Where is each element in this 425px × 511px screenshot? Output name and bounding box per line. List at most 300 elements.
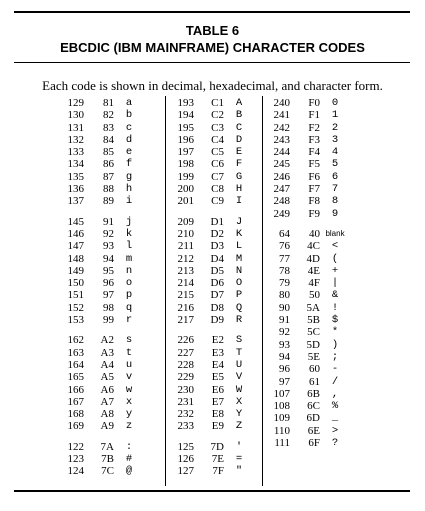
hex-code: 97	[103, 289, 114, 302]
decimal-code: 168	[67, 408, 84, 421]
hex-code: 5D	[306, 338, 320, 351]
decimal-code: 131	[67, 121, 84, 134]
hex-code: 93	[103, 240, 114, 253]
code-column-2	[164, 97, 254, 478]
hex-code: F0	[308, 97, 320, 109]
hex-code: A6	[100, 383, 114, 396]
decimal-code: 135	[67, 170, 84, 183]
decimal-code: 229	[177, 371, 194, 384]
decimal-code: 246	[273, 170, 290, 183]
decimal-code: 211	[177, 240, 194, 253]
decimal-code: 165	[67, 371, 84, 384]
hex-code: F3	[308, 133, 320, 146]
decimal-code: 64	[279, 227, 290, 240]
character-glyph: w	[125, 383, 133, 396]
decimal-code: 90	[279, 301, 290, 314]
decimal-code: 127	[177, 465, 194, 478]
character-glyph: A	[235, 97, 243, 109]
character-glyph: '	[235, 440, 243, 453]
code-row	[164, 314, 254, 326]
decimal-code: 146	[67, 227, 84, 240]
hex-code: 7E	[211, 453, 224, 466]
hex-code: 86	[103, 158, 114, 171]
decimal-code: 93	[279, 338, 290, 351]
character-glyph: D	[235, 133, 243, 146]
character-glyph: )	[331, 338, 339, 351]
hex-code: E2	[211, 334, 224, 347]
code-row	[260, 314, 350, 326]
decimal-code: 217	[177, 314, 194, 327]
character-glyph: @	[125, 465, 133, 478]
decimal-code: 77	[279, 252, 290, 265]
hex-code: 6B	[307, 387, 320, 400]
hex-code: C8	[211, 183, 224, 196]
hex-code: C6	[211, 158, 224, 171]
hex-code: 7A	[100, 440, 114, 453]
code-row	[260, 122, 350, 134]
top-rule	[14, 11, 410, 13]
character-glyph: N	[235, 264, 243, 277]
character-glyph: P	[235, 289, 243, 302]
hex-code: 7C	[101, 465, 114, 478]
character-glyph: 4	[331, 146, 339, 159]
hex-code: 60	[309, 363, 320, 376]
decimal-code: 92	[279, 326, 290, 339]
character-glyph: %	[331, 400, 339, 413]
character-glyph: m	[125, 252, 133, 265]
code-row	[260, 265, 350, 277]
hex-code: E4	[211, 358, 224, 371]
hex-code: A8	[100, 408, 114, 421]
bottom-rule	[14, 490, 410, 492]
decimal-code: 247	[273, 183, 290, 196]
code-row	[54, 371, 144, 383]
hex-code: 6F	[308, 437, 320, 450]
decimal-code: 96	[279, 363, 290, 376]
decimal-code: 79	[279, 277, 290, 290]
decimal-code: 110	[273, 424, 290, 437]
character-glyph: Y	[235, 408, 243, 421]
code-row	[54, 158, 144, 170]
code-row	[54, 441, 144, 453]
code-row	[54, 195, 144, 207]
character-glyph: 1	[331, 109, 339, 122]
character-glyph: _	[331, 412, 339, 425]
code-row	[54, 465, 144, 477]
code-row	[54, 453, 144, 465]
decimal-code: 134	[67, 158, 84, 171]
hex-code: 87	[103, 170, 114, 183]
hex-code: E7	[211, 395, 224, 408]
character-glyph: J	[235, 215, 243, 228]
code-row	[54, 384, 144, 396]
character-glyph: f	[125, 158, 133, 171]
decimal-code: 109	[273, 412, 290, 425]
hex-code: C4	[211, 133, 224, 146]
character-glyph: "	[235, 465, 243, 478]
decimal-code: 167	[67, 395, 84, 408]
decimal-code: 200	[177, 183, 194, 196]
decimal-code: 249	[273, 207, 290, 220]
decimal-code: 169	[67, 420, 84, 433]
decimal-code: 125	[177, 440, 194, 453]
block-gap	[164, 208, 254, 216]
code-row	[260, 171, 350, 183]
character-glyph: n	[125, 264, 133, 277]
hex-code: 94	[103, 252, 114, 265]
character-glyph: k	[125, 227, 133, 240]
decimal-code: 162	[67, 334, 84, 347]
character-glyph: U	[235, 358, 243, 371]
decimal-code: 136	[67, 183, 84, 196]
character-glyph: 2	[331, 121, 339, 134]
hex-code: 4C	[307, 240, 320, 253]
character-glyph: #	[125, 453, 133, 466]
title-rule	[14, 62, 410, 63]
character-glyph: l	[125, 240, 133, 253]
decimal-code: 198	[177, 158, 194, 171]
character-glyph: H	[235, 183, 243, 196]
character-glyph: B	[235, 109, 243, 122]
code-row	[54, 314, 144, 326]
hex-code: C2	[211, 109, 224, 122]
decimal-code: 210	[177, 227, 194, 240]
character-glyph: p	[125, 289, 133, 302]
code-row	[164, 302, 254, 314]
decimal-code: 166	[67, 383, 84, 396]
code-row	[54, 420, 144, 432]
character-glyph: R	[235, 314, 243, 327]
character-glyph: =	[235, 453, 243, 466]
code-row	[54, 289, 144, 301]
code-block	[164, 97, 254, 208]
code-row	[164, 347, 254, 359]
table-caption: Each code is shown in decimal, hexadecimal, and character form.	[42, 78, 383, 93]
character-glyph: /	[331, 375, 339, 388]
code-row	[260, 326, 350, 338]
decimal-code: 123	[67, 453, 84, 466]
hex-code: F5	[308, 158, 320, 171]
decimal-code: 76	[279, 240, 290, 253]
decimal-code: 108	[273, 400, 290, 413]
hex-code: E5	[211, 371, 224, 384]
code-row	[260, 363, 350, 375]
decimal-code: 80	[279, 289, 290, 302]
character-glyph: 3	[331, 133, 339, 146]
decimal-code: 124	[67, 465, 84, 478]
hex-code: A3	[100, 346, 114, 359]
code-row	[164, 396, 254, 408]
character-glyph: ,	[331, 387, 339, 400]
code-row	[54, 97, 144, 109]
code-row	[260, 437, 350, 449]
code-row	[164, 453, 254, 465]
hex-code: A7	[100, 395, 114, 408]
hex-code: 7F	[212, 465, 224, 478]
character-glyph: ?	[331, 437, 339, 450]
hex-code: C7	[211, 170, 224, 183]
code-row	[164, 158, 254, 170]
decimal-code: 197	[177, 146, 194, 159]
code-column-1	[54, 97, 144, 478]
decimal-code: 231	[177, 395, 194, 408]
character-glyph: &	[331, 289, 339, 302]
hex-code: 6D	[306, 412, 320, 425]
hex-code: E8	[211, 408, 224, 421]
character-glyph: M	[235, 252, 243, 265]
code-block	[54, 97, 144, 208]
block-gap	[54, 433, 144, 441]
code-row	[54, 396, 144, 408]
code-row	[260, 425, 350, 437]
character-glyph: o	[125, 277, 133, 290]
decimal-code: 209	[177, 215, 194, 228]
code-row	[260, 289, 350, 301]
code-row	[260, 240, 350, 252]
code-row	[164, 277, 254, 289]
block-gap	[164, 326, 254, 334]
decimal-code: 216	[177, 301, 194, 314]
hex-code: D4	[210, 252, 224, 265]
character-glyph: G	[235, 170, 243, 183]
character-glyph: y	[125, 408, 133, 421]
code-row	[164, 228, 254, 240]
decimal-code: 232	[177, 408, 194, 421]
decimal-code: 145	[67, 215, 84, 228]
code-row	[164, 408, 254, 420]
decimal-code: 240	[273, 97, 290, 109]
hex-code: 88	[103, 183, 114, 196]
code-row	[260, 208, 350, 220]
hex-code: A4	[100, 358, 114, 371]
code-row	[260, 146, 350, 158]
decimal-code: 242	[273, 121, 290, 134]
code-row	[164, 216, 254, 228]
code-row	[260, 400, 350, 412]
code-row	[260, 302, 350, 314]
character-glyph: r	[125, 314, 133, 327]
hex-code: F9	[308, 207, 320, 220]
decimal-code: 226	[177, 334, 194, 347]
block-gap	[54, 326, 144, 334]
decimal-code: 130	[67, 109, 84, 122]
code-row	[260, 412, 350, 424]
hex-code: 50	[309, 289, 320, 302]
code-row	[54, 277, 144, 289]
hex-code: A5	[100, 371, 114, 384]
code-row	[54, 109, 144, 121]
hex-code: F6	[308, 170, 320, 183]
code-row	[260, 183, 350, 195]
hex-code: 83	[103, 121, 114, 134]
hex-code: C9	[211, 195, 224, 208]
character-glyph: :	[125, 440, 133, 453]
code-row	[164, 97, 254, 109]
hex-code: 95	[103, 264, 114, 277]
decimal-code: 122	[67, 440, 84, 453]
hex-code: 81	[103, 97, 114, 109]
hex-code: E6	[211, 383, 224, 396]
code-row	[260, 134, 350, 146]
character-glyph: blank	[325, 228, 345, 238]
decimal-code: 94	[279, 350, 290, 363]
code-row	[260, 97, 350, 109]
character-glyph: e	[125, 146, 133, 159]
code-row	[164, 122, 254, 134]
block-gap	[164, 433, 254, 441]
code-row	[164, 359, 254, 371]
character-glyph: X	[235, 395, 243, 408]
decimal-code: 244	[273, 146, 290, 159]
code-row	[54, 228, 144, 240]
code-block	[54, 216, 144, 327]
character-glyph: g	[125, 170, 133, 183]
character-glyph: d	[125, 133, 133, 146]
code-row	[164, 384, 254, 396]
character-glyph: h	[125, 183, 133, 196]
decimal-code: 78	[279, 264, 290, 277]
hex-code: D8	[210, 301, 224, 314]
decimal-code: 214	[177, 277, 194, 290]
character-glyph: c	[125, 121, 133, 134]
decimal-code: 241	[273, 109, 290, 122]
code-row	[260, 253, 350, 265]
hex-code: 4F	[308, 277, 320, 290]
code-row	[164, 265, 254, 277]
character-glyph: L	[235, 240, 243, 253]
hex-code: 5A	[306, 301, 320, 314]
character-glyph: W	[235, 383, 243, 396]
code-row	[54, 216, 144, 228]
hex-code: F8	[308, 195, 320, 208]
character-glyph: b	[125, 109, 133, 122]
hex-code: 5C	[307, 326, 320, 339]
code-row	[54, 302, 144, 314]
character-glyph: S	[235, 334, 243, 347]
code-row	[164, 146, 254, 158]
code-row	[54, 265, 144, 277]
character-glyph: +	[331, 264, 339, 277]
code-block	[54, 441, 144, 478]
code-column-3	[260, 97, 350, 449]
code-row	[54, 240, 144, 252]
character-glyph: 9	[331, 207, 339, 220]
character-glyph: <	[331, 240, 339, 253]
hex-code: D1	[210, 215, 224, 228]
code-row	[260, 277, 350, 289]
decimal-code: 228	[177, 358, 194, 371]
character-glyph: |	[331, 277, 339, 290]
character-glyph: t	[125, 346, 133, 359]
character-glyph: 7	[331, 183, 339, 196]
code-block	[164, 334, 254, 432]
character-glyph: C	[235, 121, 243, 134]
hex-code: 5B	[307, 314, 320, 327]
character-glyph: z	[125, 420, 133, 433]
decimal-code: 195	[177, 121, 194, 134]
hex-code: 82	[103, 109, 114, 122]
code-row	[164, 134, 254, 146]
hex-code: 7D	[210, 440, 224, 453]
decimal-code: 194	[177, 109, 194, 122]
decimal-code: 201	[177, 195, 194, 208]
character-glyph: ;	[331, 350, 339, 363]
decimal-code: 193	[177, 97, 194, 109]
code-row	[54, 334, 144, 346]
hex-code: C3	[211, 121, 224, 134]
character-glyph: a	[125, 97, 133, 109]
code-row	[164, 465, 254, 477]
code-row	[54, 171, 144, 183]
hex-code: 96	[103, 277, 114, 290]
code-row	[54, 122, 144, 134]
character-glyph: !	[331, 301, 339, 314]
decimal-code: 212	[177, 252, 194, 265]
hex-code: C5	[211, 146, 224, 159]
character-glyph: v	[125, 371, 133, 384]
hex-code: E9	[211, 420, 224, 433]
decimal-code: 148	[67, 252, 84, 265]
code-row	[164, 109, 254, 121]
decimal-code: 164	[67, 358, 84, 371]
hex-code: F7	[308, 183, 320, 196]
character-glyph: E	[235, 146, 243, 159]
decimal-code: 147	[67, 240, 84, 253]
decimal-code: 149	[67, 264, 84, 277]
decimal-code: 126	[177, 453, 194, 466]
hex-code: 5E	[307, 350, 320, 363]
decimal-code: 248	[273, 195, 290, 208]
character-glyph: F	[235, 158, 243, 171]
character-glyph: >	[331, 424, 339, 437]
character-glyph: u	[125, 358, 133, 371]
table-title: TABLE 6	[185, 23, 240, 38]
code-row	[260, 158, 350, 170]
block-gap	[54, 208, 144, 216]
code-row	[260, 339, 350, 351]
code-row	[260, 195, 350, 207]
hex-code: 92	[103, 227, 114, 240]
decimal-code: 196	[177, 133, 194, 146]
hex-code: 4D	[306, 252, 320, 265]
decimal-code: 132	[67, 133, 84, 146]
hex-code: 4E	[307, 264, 320, 277]
decimal-code: 107	[273, 387, 290, 400]
code-row	[164, 441, 254, 453]
decimal-code: 213	[177, 264, 194, 277]
character-glyph: Z	[235, 420, 243, 433]
decimal-code: 137	[67, 195, 84, 208]
table-heading: EBCDIC (IBM MAINFRAME) CHARACTER CODES	[60, 40, 365, 55]
decimal-code: 199	[177, 170, 194, 183]
hex-code: A9	[100, 420, 114, 433]
hex-code: 91	[103, 215, 114, 228]
character-glyph: s	[125, 334, 133, 347]
code-block	[164, 216, 254, 327]
decimal-code: 129	[67, 97, 84, 109]
code-row	[164, 420, 254, 432]
hex-code: F4	[308, 146, 320, 159]
decimal-code: 133	[67, 146, 84, 159]
character-glyph: x	[125, 395, 133, 408]
character-glyph: i	[125, 195, 133, 208]
hex-code: D2	[210, 227, 224, 240]
hex-code: D6	[210, 277, 224, 290]
code-row	[164, 334, 254, 346]
character-glyph: 5	[331, 158, 339, 171]
code-row	[164, 289, 254, 301]
code-row	[164, 195, 254, 207]
